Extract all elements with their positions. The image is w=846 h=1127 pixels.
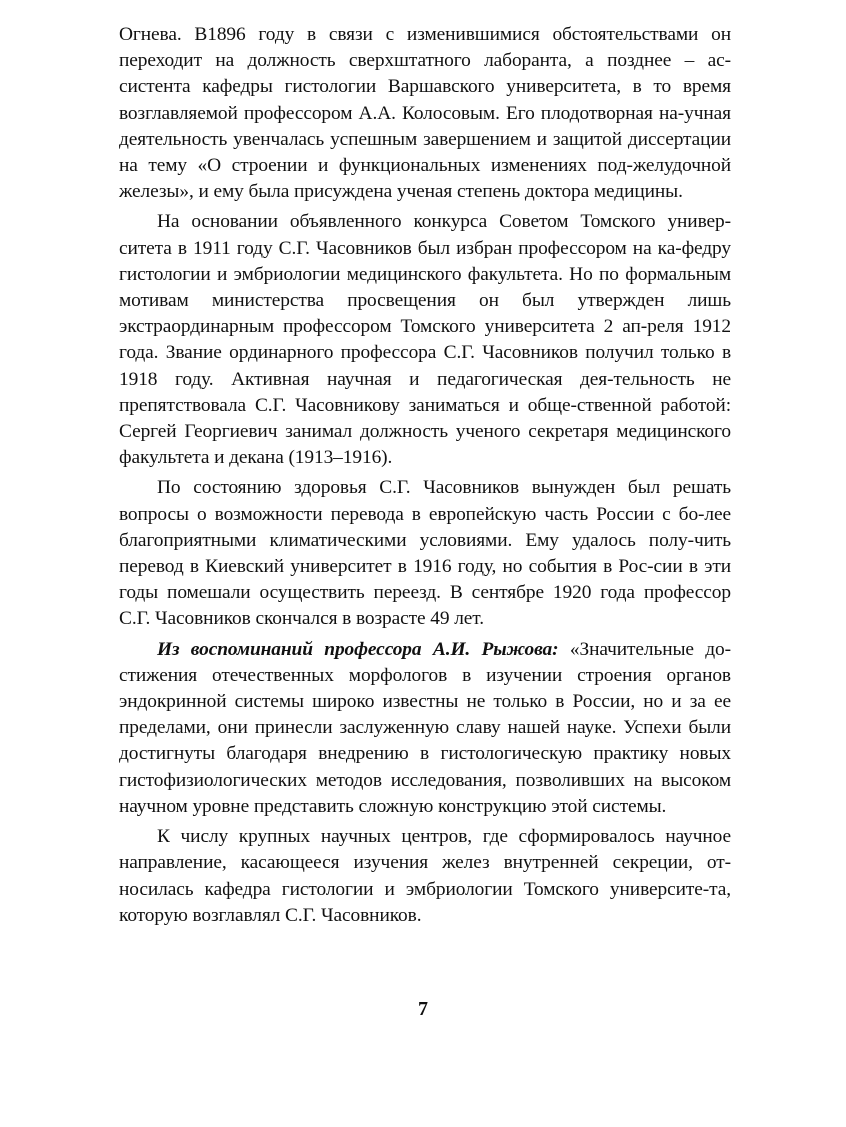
body-text	[119, 22, 731, 933]
paragraph-1-text: Огнева. В1896 году в связи с изменившимися обстоятельствами он переходит на должность сверхштатного лаборанта, а позднее – ас-систента кафедры гистологии Варшавского университета, в то время возглавляемой профессором А.А. Колосовым. Его плодотворная на-учная деятельность увенчалась успешным завершением и защитой диссертации на тему «О строении и функциональных изменениях под-желудочной железы», и ему была присуждена ученая степень доктора медицины.	[119, 24, 731, 203]
paragraph-4-text: «Значительные до-стижения отечественных морфологов в изучении строения органов эндокринной системы широко известны не только в России, но и за ее пределами, они принесли заслуженную славу нашей науке. Успехи были достигнуты благодаря внедрению в гистологическую практику новых гистофизиологических методов исследования, позволивших на высоком научном уровне представить сложную конструкцию этой системы.	[119, 638, 731, 817]
paragraph-5-text: К числу крупных научных центров, где сформировалось научное направление, касающееся изучения желез внутренней секреции, от-носилась кафедра гистологии и эмбриологии Томского университе-та, которую возглавлял С.Г. Часовников.	[119, 826, 731, 926]
paragraph-4	[119, 637, 731, 820]
page-number: 7	[418, 998, 428, 1020]
quote-attribution: Из воспоминаний профессора А.И. Рыжова:	[157, 638, 559, 660]
paragraph-3-text: По состоянию здоровья С.Г. Часовников вынужден был решать вопросы о возможности перевода в европейскую часть России с бо-лее благоприятными климатическими условиями. Ему удалось полу-чить перевод в Киевский университет в 1916 году, но события в Рос-сии в эти годы помешали осуществить переезд. В сентябре 1920 года профессор С.Г. Часовников скончался в возрасте 49 лет.	[119, 477, 731, 630]
paragraph-2	[119, 209, 731, 471]
paragraph-3	[119, 475, 731, 632]
paragraph-5	[119, 824, 731, 929]
paragraph-1	[119, 22, 731, 205]
paragraph-2-text: На основании объявленного конкурса Советом Томского универ-ситета в 1911 году С.Г. Часовников был избран профессором на ка-федру гистологии и эмбриологии медицинского факультета. Но по формальным мотивам министерства просвещения он был утвержден лишь экстраординарным профессором Томского университета 2 ап-реля 1912 года. Звание ординарного профессора С.Г. Часовников получил только в 1918 году. Активная научная и педагогическая дея-тельность не препятствовала С.Г. Часовникову заниматься и обще-ственной работой: Сергей Георгиевич занимал должность ученого секретаря медицинского факультета и декана (1913–1916).	[119, 211, 731, 469]
